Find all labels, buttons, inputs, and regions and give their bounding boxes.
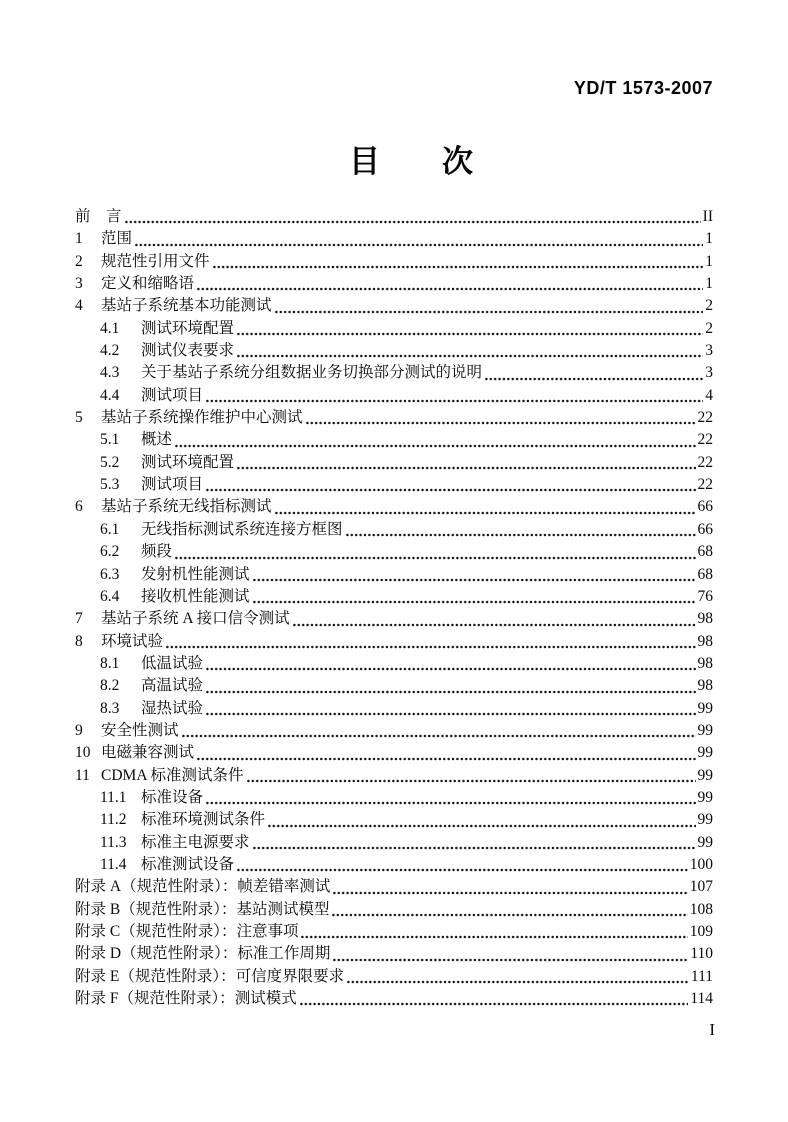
toc-leader-dots [347,980,689,984]
toc-leader-dots [485,377,703,381]
toc-entry-number: 2 [75,252,83,270]
toc-entry-label: 标准主电源要求 [141,833,250,851]
toc-leader-dots [237,354,703,358]
toc-entry [75,765,713,787]
toc-entry [75,988,713,1010]
toc-leader-dots [197,757,695,761]
toc-entry-label: 规范性引用文件 [101,252,210,270]
toc-leader-dots [175,444,695,448]
toc-leader-dots [166,645,695,649]
toc-entry [75,921,713,943]
toc-entry-number: 7 [75,610,83,628]
toc-entry-page: 2 [705,297,713,315]
toc-entry-page: 4 [705,386,713,404]
toc-entry [75,251,713,273]
toc-entry-page: 98 [697,632,713,650]
toc-entry [75,720,713,742]
toc-leader-dots [275,511,696,515]
toc-entry-number: 6.2 [100,543,120,561]
toc-entry-number: 4.1 [100,319,120,337]
toc-entry-label: 测试项目 [141,386,204,404]
toc-entry-page: 99 [697,744,713,762]
toc-entry-page: 100 [689,855,713,873]
toc-leader-dots [197,287,703,291]
toc-entry-label: 基站子系统基本功能测试 [101,297,272,315]
toc-entry-page: 22 [697,453,713,471]
toc-leader-dots [293,623,696,627]
toc-leader-dots [332,913,687,917]
toc-leader-dots [237,466,695,470]
toc-entry-number: 8.2 [100,677,120,695]
toc-entry-page: 99 [697,766,713,784]
toc-entry-number: 3 [75,275,83,293]
page-number: I [709,1020,715,1039]
toc-entry [75,541,713,563]
toc-entry-page: 3 [705,364,713,382]
toc-entry-number: 11 [75,766,90,784]
toc-entry [75,608,713,630]
toc-entry-page: 22 [697,431,713,449]
toc-entry-label: 测试仪表要求 [141,342,235,360]
toc-entry-label: 范围 [101,230,133,248]
toc-entry-number: 6.3 [100,565,120,583]
toc-leader-dots [247,779,696,783]
toc-leader-dots [206,488,695,492]
toc-entry-page: 1 [705,252,713,270]
toc-entry-number: 11.1 [100,788,127,806]
toc-entry-page: 99 [697,833,713,851]
toc-entry [75,519,713,541]
toc-entry-label: 附录 B（规范性附录）：基站测试模型 [75,900,330,918]
toc-entry-page: 111 [690,967,713,985]
toc-entry [75,675,713,697]
toc-entry-page: 114 [690,990,713,1008]
toc-leader-dots [253,600,696,604]
toc-leader-dots [253,578,696,582]
toc-entry-label: 基站子系统操作维护中心测试 [101,409,303,427]
toc-entry [75,653,713,675]
toc-leader-dots [237,868,688,872]
toc-entry [75,854,713,876]
toc-leader-dots [268,824,695,828]
toc-entry [75,273,713,295]
toc-leader-dots [213,265,704,269]
toc-entry-page: 99 [697,721,713,739]
toc-entry-label: 发射机性能测试 [141,565,250,583]
toc-entry-page: II [702,208,713,225]
toc-entry-label: 定义和缩略语 [101,275,195,293]
toc-entry-page: 2 [705,319,713,337]
toc-leader-dots [125,220,701,224]
toc-entry-label: 附录 A（规范性附录）：帧差错率测试 [75,878,331,896]
toc-leader-dots [206,690,695,694]
toc-entry-page: 68 [697,565,713,583]
toc-entry-number: 5.2 [100,453,120,471]
toc-entry-label: 标准环境测试条件 [141,811,266,829]
toc-leader-dots [346,533,696,537]
toc-entry-label: 湿热试验 [141,699,204,717]
toc-entry-label: 标准设备 [141,788,204,806]
toc-entry-label: 附录 E（规范性附录）：可信度界限要求 [75,967,345,985]
toc-entry-number: 11.4 [100,855,127,873]
toc-entry-number: 5 [75,409,83,427]
toc-entry [75,742,713,764]
toc-entry-number: 6.1 [100,520,120,538]
toc-entry-page: 66 [697,520,713,538]
toc-entry [75,564,713,586]
toc-entry-number: 4.2 [100,342,120,360]
toc-entry-page: 22 [697,476,713,494]
toc-leader-dots [135,243,703,247]
toc-entry-label: 标准测试设备 [141,855,235,873]
toc-entry-number: 5.3 [100,476,120,494]
toc-leader-dots [333,958,688,962]
toc-entry-number: 11.3 [100,833,127,851]
toc-entry [75,943,713,965]
toc-leader-dots [306,421,696,425]
toc-entry [75,832,713,854]
toc-entry-number: 5.1 [100,431,120,449]
toc-entry [75,787,713,809]
toc-entry-page: 107 [689,878,713,896]
toc-entry-page: 99 [697,788,713,806]
toc-leader-dots [237,332,703,336]
toc-entry [75,474,713,496]
toc-entry [75,452,713,474]
toc-entry-page: 22 [697,409,713,427]
toc-leader-dots [301,935,687,939]
toc-entry-page: 68 [697,543,713,561]
toc-entry-label: 附录 C（规范性附录）：注意事项 [75,923,299,940]
toc-entry-number: 4 [75,297,83,315]
toc-entry [75,206,713,228]
toc-entry [75,809,713,831]
toc-entry-number: 6 [75,498,83,516]
toc-entry [75,385,713,407]
toc-leader-dots [206,399,703,403]
toc-leader-dots [206,801,695,805]
toc-entry [75,899,713,921]
toc-entry-number: 6.4 [100,587,120,605]
toc-entry [75,429,713,451]
toc-entry-page: 66 [697,498,713,516]
toc-entry-label: CDMA 标准测试条件 [101,766,244,784]
toc-leader-dots [300,1002,689,1006]
toc-entry-label: 高温试验 [141,677,204,695]
toc-list [75,206,713,1010]
toc-entry-number: 8 [75,632,83,650]
toc-leader-dots [253,846,696,850]
toc-entry [75,362,713,384]
doc-number: YD/T 1573-2007 [573,78,713,98]
toc-entry-number: 11.2 [100,811,127,829]
toc-entry-page: 99 [697,699,713,717]
toc-entry-label: 电磁兼容测试 [101,744,195,762]
toc-entry-page: 108 [689,900,713,918]
toc-entry-number: 4.3 [100,364,120,382]
toc-entry-label: 安全性测试 [101,721,179,739]
toc-entry-label: 基站子系统无线指标测试 [101,498,272,516]
toc-leader-dots [206,712,695,716]
toc-entry-label: 低温试验 [141,654,204,672]
toc-leader-dots [182,734,696,738]
toc-entry-page: 76 [697,587,713,605]
toc-entry [75,876,713,898]
toc-entry [75,295,713,317]
toc-entry [75,586,713,608]
toc-entry [75,340,713,362]
toc-entry-page: 99 [697,811,713,829]
toc-entry-label: 无线指标测试系统连接方框图 [141,520,343,538]
toc-entry [75,496,713,518]
toc-entry-page: 1 [705,275,713,293]
toc-entry [75,318,713,340]
toc-entry-page: 98 [697,677,713,695]
toc-leader-dots [175,556,695,560]
toc-entry-number: 8.3 [100,699,120,717]
toc-entry-page: 98 [697,654,713,672]
toc-entry [75,631,713,653]
toc-entry-label: 附录 D（规范性附录）：标准工作周期 [75,945,331,963]
toc-entry [75,966,713,988]
toc-entry-number: 4.4 [100,386,120,404]
toc-entry-page: 98 [697,610,713,628]
toc-entry-label: 接收机性能测试 [141,587,250,605]
toc-entry-label: 基站子系统 A 接口信令测试 [101,610,290,628]
toc-entry-number: 10 [75,744,91,762]
toc-entry-page: 3 [705,342,713,360]
toc-entry-label: 附录 F（规范性附录）：测试模式 [75,990,297,1008]
page-title: 目 次 [349,144,473,179]
toc-entry-page: 1 [705,230,713,248]
toc-entry-number: 8.1 [100,654,120,672]
toc-entry [75,698,713,720]
toc-entry [75,228,713,250]
toc-entry-number: 1 [75,230,83,248]
toc-entry-number: 9 [75,721,83,739]
toc-entry-label: 测试环境配置 [141,453,235,471]
toc-entry-label: 测试项目 [141,476,204,494]
toc-entry-page: 109 [689,923,713,940]
toc-entry-label: 测试环境配置 [141,319,235,337]
toc-entry-label: 环境试验 [101,632,164,650]
toc-leader-dots [333,891,687,895]
toc-entry-label: 概述 [141,431,173,449]
toc-entry-label: 关于基站子系统分组数据业务切换部分测试的说明 [141,364,483,382]
toc-leader-dots [206,667,695,671]
toc-entry-label: 前 言 [75,208,122,225]
toc-leader-dots [275,310,704,314]
toc-entry-page: 110 [690,945,713,963]
toc-entry [75,407,713,429]
toc-entry-label: 频段 [141,543,173,561]
